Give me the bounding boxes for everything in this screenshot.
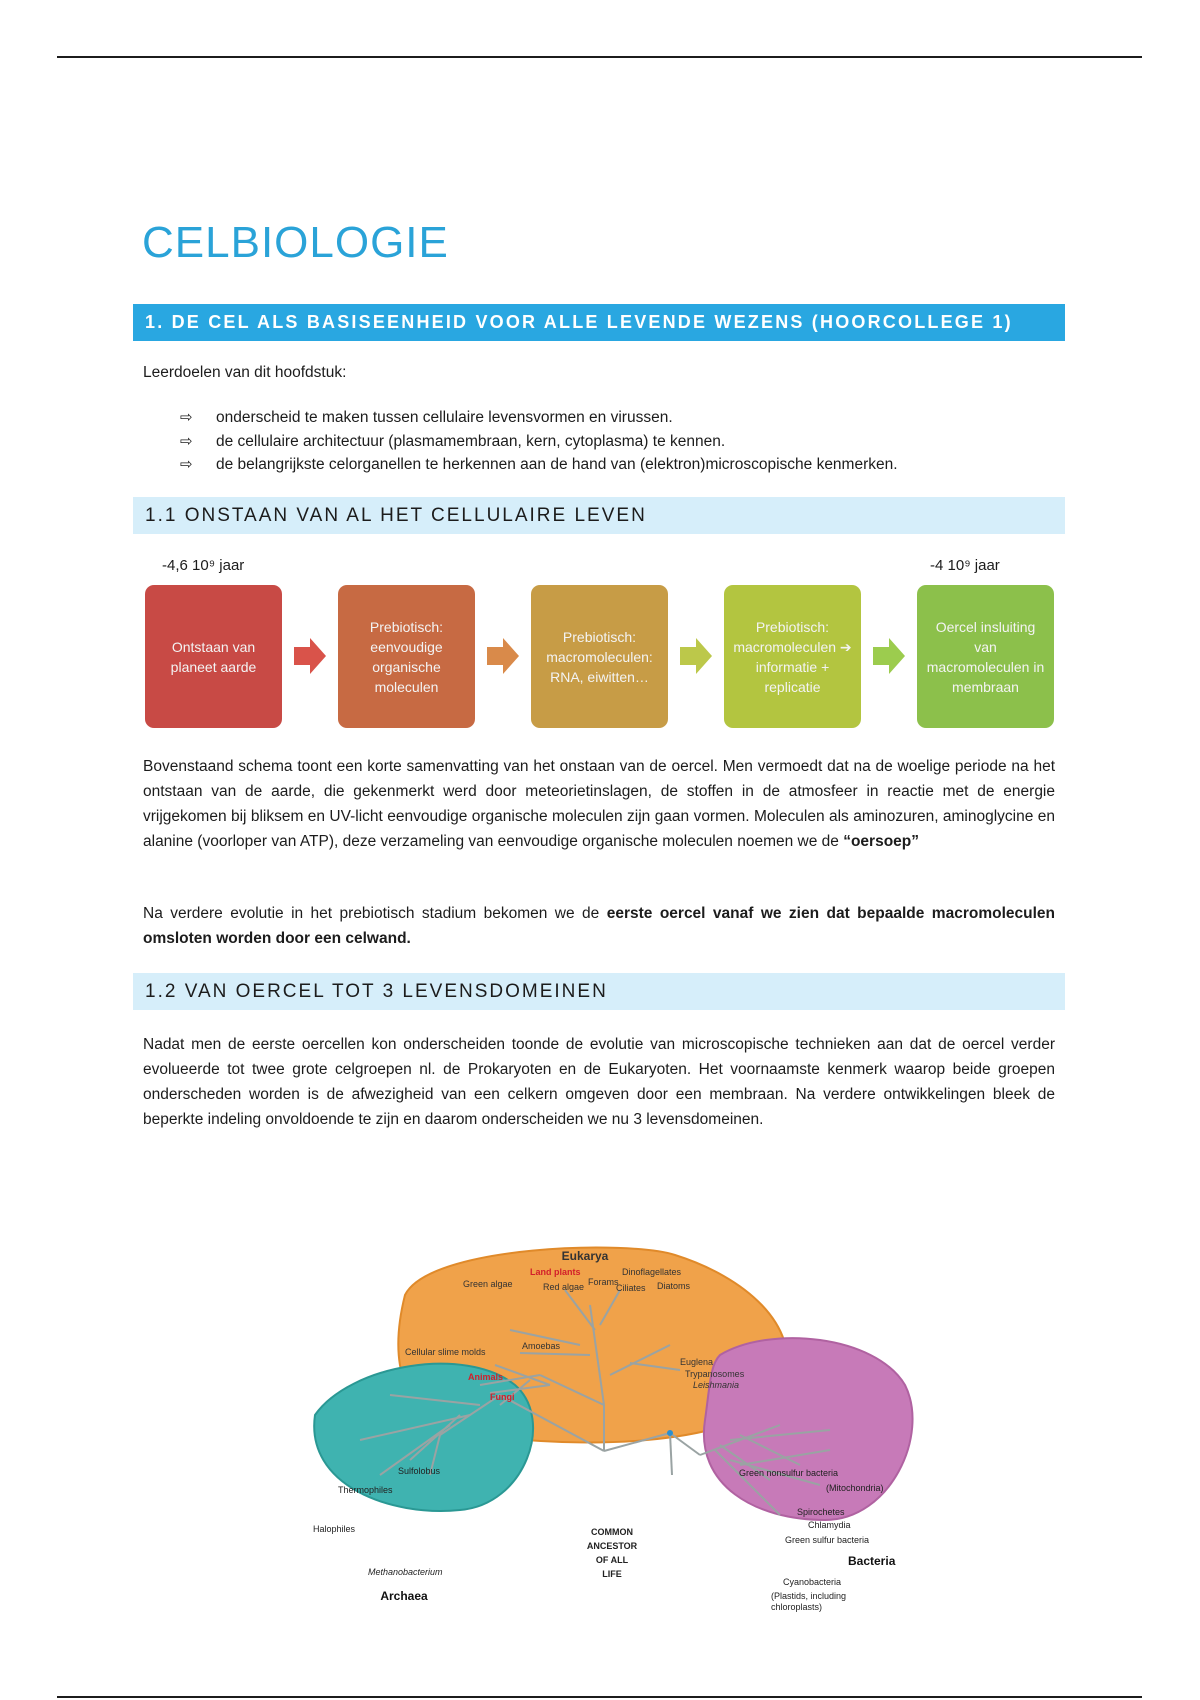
goal-item: ⇨ onderscheid te maken tussen cellulaire levensvormen en virussen.: [180, 406, 898, 430]
process-step: Prebiotisch: macromoleculen ➔ informatie + replicatie: [724, 585, 861, 728]
green-sulfur-label: Green sulfur bacteria: [785, 1535, 870, 1545]
page-title: CELBIOLOGIE: [142, 218, 449, 267]
svg-text:ANCESTOR: ANCESTOR: [586, 1541, 638, 1551]
arrow-right-icon: ⇨: [180, 456, 193, 473]
paragraph-levensdomeinen: Nadat men de eerste oercellen kon onderscheiden toonde de evolutie van microscopische technieken aan dat de oercel verder evolueerde tot twee grote celgroepen nl. de Prokaryoten en de Eukaryoten. Het voornaamste kenmerk waarop beide groepen onderscheden worden is de afwezigheid van een celkern omgeven door een membraan. Na verdere ontwikkelingen bleek de beperkte indeling onvoldoende te zijn en daarom onderscheiden we nu 3 levensdomeinen.: [143, 1036, 1055, 1128]
process-step: Ontstaan van planeet aarde: [145, 585, 282, 728]
cyanobacteria-label: Cyanobacteria: [783, 1577, 842, 1587]
top-rule: [57, 56, 1142, 58]
ciliates-label: Ciliates: [616, 1283, 646, 1293]
chlamydia-label: Chlamydia: [808, 1520, 851, 1530]
svg-text:LIFE: LIFE: [602, 1569, 622, 1579]
section-heading-1-2: 1.2 VAN OERCEL TOT 3 LEVENSDOMEINEN: [133, 973, 1065, 1010]
goal-item: ⇨ de cellulaire architectuur (plasmamembraan, kern, cytoplasma) te kennen.: [180, 430, 898, 454]
svg-text:COMMON: COMMON: [591, 1527, 633, 1537]
chloroplasts-label: chloroplasts): [771, 1602, 823, 1612]
halophiles-label: Halophiles: [313, 1524, 356, 1534]
paragraph-oercel: Na verdere evolutie in het prebiotisch stadium bekomen we de eerste oercel vanaf we zien dat bepaalde macromoleculen omsloten worden door een celwand.: [143, 905, 1055, 947]
plastids-label: (Plastids, including: [771, 1591, 847, 1601]
amoebas-label: Amoebas: [522, 1341, 561, 1351]
process-arrow-icon: [294, 638, 326, 674]
process-step: Prebiotisch: eenvoudige organische moleculen: [338, 585, 475, 728]
process-step: Prebiotisch: macromoleculen: RNA, eiwitten…: [531, 585, 668, 728]
sulfolobus-label: Sulfolobus: [398, 1466, 441, 1476]
common-ancestor-label: [587, 1527, 638, 1579]
euglena-label: Euglena: [680, 1357, 714, 1367]
arrow-right-icon: ⇨: [180, 432, 193, 450]
process-arrow-icon: [680, 638, 712, 674]
dinoflagellates-label: Dinoflagellates: [622, 1267, 682, 1277]
timeline-end: -4 10⁹ jaar: [930, 557, 1000, 574]
animals-label: Animals: [468, 1372, 504, 1382]
process-arrow-icon: [487, 638, 519, 674]
ancestor-dot: [667, 1430, 673, 1436]
diatoms-label: Diatoms: [657, 1281, 691, 1291]
goals-list: [180, 406, 898, 477]
tree-of-life-diagram: [300, 1235, 940, 1625]
forams-label: Forams: [588, 1277, 619, 1287]
section-heading-1-1: 1.1 ONSTAAN VAN AL HET CELLULAIRE LEVEN: [133, 497, 1065, 534]
bacteria-label: Bacteria: [848, 1554, 896, 1568]
svg-text:OF ALL: OF ALL: [595, 1555, 629, 1565]
methanobacterium-label: Methanobacterium: [368, 1567, 443, 1577]
process-step: Oercel insluiting van macromoleculen in membraan: [917, 585, 1054, 728]
process-arrow-icon: [873, 638, 905, 674]
goal-item: ⇨ de belangrijkste celorganellen te herkennen aan de hand van (elektron)microscopische kenmerken.: [180, 453, 898, 477]
mitochondria-label: (Mitochondria): [826, 1483, 884, 1493]
goals-intro: Leerdoelen van dit hoofdstuk:: [143, 364, 347, 381]
spirochetes-label: Spirochetes: [797, 1507, 845, 1517]
slime-molds-label: Cellular slime molds: [405, 1347, 486, 1357]
green-nonsulfur-label: Green nonsulfur bacteria: [739, 1468, 839, 1478]
chapter-heading: 1. DE CEL ALS BASISEENHEID VOOR ALLE LEVENDE WEZENS (HOORCOLLEGE 1): [133, 304, 1065, 341]
green-algae-label: Green algae: [463, 1279, 513, 1289]
timeline-start: -4,6 10⁹ jaar: [162, 557, 245, 574]
arrow-right-icon: ⇨: [180, 409, 193, 426]
leishmania-label: Leishmania: [693, 1380, 740, 1390]
red-algae-label: Red algae: [543, 1282, 585, 1292]
trypanosomes-label: Trypanosomes: [685, 1369, 745, 1379]
archaea-label: Archaea: [380, 1589, 428, 1603]
fungi-label: Fungi: [490, 1392, 515, 1402]
land-plants-label: Land plants: [530, 1267, 581, 1277]
eukarya-label: Eukarya: [561, 1249, 609, 1263]
thermophiles-label: Thermophiles: [338, 1485, 393, 1495]
paragraph-oersoep: Bovenstaand schema toont een korte samenvatting van het onstaan van de oercel. Men vermoedt dat na de woelige periode na het ontstaan van de aarde, die gekenmerkt werd door meteorietinslagen, de stoffen in de atmosfeer in reactie met de energie vrijgekomen bij bliksem en UV-licht eenvoudige organische moleculen zijn gaan vormen. Moleculen als aminozuren, aminoglycine en alanine (voorloper van ATP), deze verzameling van eenvoudige organische moleculen noemen we de “oersoep”: [143, 758, 1055, 850]
bottom-rule: [57, 1696, 1142, 1698]
